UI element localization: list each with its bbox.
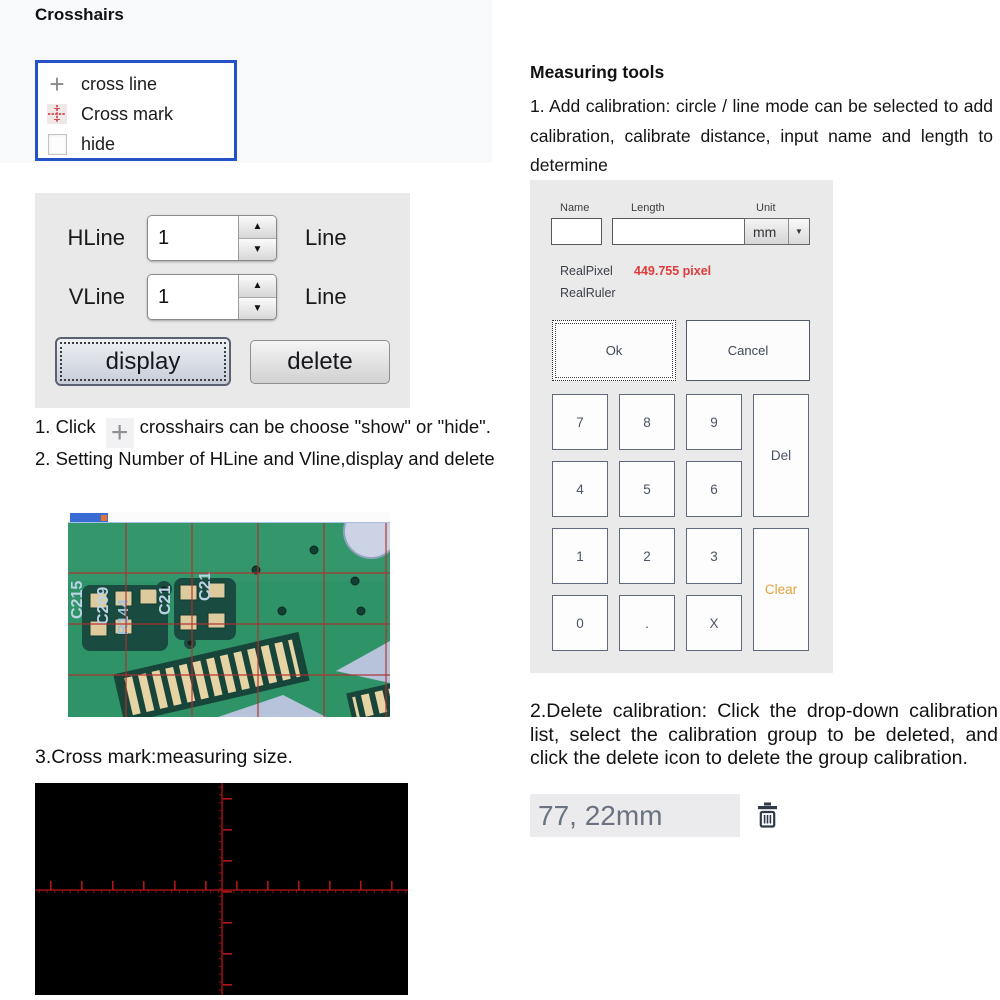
hline-spinner [147, 215, 277, 261]
key-2[interactable]: 2 [619, 528, 675, 584]
key-8[interactable]: 8 [619, 394, 675, 450]
hline-label: HLine [67, 225, 125, 250]
checkbox-icon [46, 134, 68, 155]
realpixel-label: RealPixel [560, 264, 613, 278]
key-clear[interactable]: Clear [753, 528, 809, 651]
add-calibration-paragraph: 1. Add calibration: circle / line mode can be selected to add calibration, calibrate distance, input name and length to determine [530, 96, 993, 175]
trash-icon [754, 801, 781, 830]
hline-input[interactable] [148, 216, 238, 260]
key-5[interactable]: 5 [619, 461, 675, 517]
key-3[interactable]: 3 [686, 528, 742, 584]
menu-item-label: hide [81, 133, 116, 154]
delete-button[interactable]: delete [250, 340, 390, 384]
pcb-window-titlebar [68, 512, 390, 523]
number-keypad [552, 394, 809, 651]
pcb-silkscreen-label: C21 [197, 571, 214, 601]
vline-input[interactable] [148, 275, 238, 319]
line-unit-label: Line [305, 284, 347, 309]
spin-up-icon[interactable]: ▲ [239, 275, 276, 298]
line-unit-label: Line [305, 225, 347, 250]
pcb-silkscreen-label: C215 [69, 580, 86, 619]
pcb-silkscreen-label: R144 [115, 599, 132, 635]
key-del[interactable]: Del [753, 394, 809, 517]
key-7[interactable]: 7 [552, 394, 608, 450]
pcb-silkscreen-label: C209 [95, 586, 112, 625]
realpixel-value: 449.755 pixel [634, 264, 712, 278]
key-0[interactable]: 0 [552, 595, 608, 651]
unit-select[interactable] [744, 218, 810, 245]
chevron-down-icon[interactable]: ▼ [788, 219, 809, 244]
plus-icon: + [49, 69, 65, 99]
calibration-dialog [530, 180, 833, 673]
unit-label: Unit [756, 202, 776, 214]
spin-up-icon[interactable]: ▲ [239, 216, 276, 239]
key-dot[interactable]: . [619, 595, 675, 651]
ok-button[interactable]: Ok [552, 320, 676, 381]
cross-mark-icon [46, 104, 68, 124]
vline-label: VLine [68, 284, 125, 309]
key-1[interactable]: 1 [552, 528, 608, 584]
key-x[interactable]: X [686, 595, 742, 651]
unit-selected-value: mm [753, 223, 777, 240]
instruction-2: 2. Setting Number of HLine and Vline,display and delete [35, 447, 495, 469]
spin-down-icon[interactable]: ▼ [239, 239, 276, 261]
key-9[interactable]: 9 [686, 394, 742, 450]
length-label: Length [631, 202, 665, 214]
page-title-measuring-tools: Measuring tools [530, 62, 665, 82]
spin-down-icon[interactable]: ▼ [239, 298, 276, 320]
calibration-dropdown-value: 77, 22mm [538, 799, 663, 831]
pcb-image [68, 523, 390, 717]
menu-item-hide[interactable] [46, 129, 234, 159]
crosshairs-context-menu [35, 60, 237, 161]
name-field[interactable] [551, 218, 602, 245]
length-field[interactable] [612, 218, 764, 245]
delete-calibration-paragraph: 2.Delete calibration: Click the drop-down calibration list, select the calibration group to be deleted, and click the delete icon to delete the group calibration. [530, 700, 998, 769]
menu-item-label: Cross mark [81, 103, 174, 124]
key-4[interactable]: 4 [552, 461, 608, 517]
line-settings-panel [35, 193, 410, 408]
cross-mark-caption: 3.Cross mark:measuring size. [35, 746, 293, 768]
instruction-1: 1. Click + crosshairs can be choose "show" or "hide". [35, 416, 491, 449]
ruler-v-line [221, 783, 222, 995]
menu-item-label: cross line [81, 73, 158, 94]
plus-icon: + [106, 418, 134, 448]
pcb-silkscreen-label: C21 [157, 585, 174, 615]
crosshairs-instructions [35, 416, 497, 469]
close-icon [101, 515, 107, 521]
pcb-grid-screenshot [68, 512, 390, 718]
vline-spinner [147, 274, 277, 320]
pcb-window-tab [70, 513, 108, 522]
delete-calibration-button[interactable] [753, 801, 781, 831]
calibration-dropdown[interactable] [530, 794, 740, 837]
cross-mark-screenshot [35, 783, 408, 995]
realruler-label: RealRuler [560, 286, 616, 300]
cancel-button[interactable]: Cancel [686, 320, 810, 381]
page-title-crosshairs: Crosshairs [35, 5, 124, 24]
menu-item-cross-line[interactable] [46, 69, 234, 99]
key-6[interactable]: 6 [686, 461, 742, 517]
name-label: Name [560, 202, 590, 214]
menu-item-cross-mark[interactable] [46, 99, 234, 129]
display-button[interactable]: display [55, 337, 231, 386]
